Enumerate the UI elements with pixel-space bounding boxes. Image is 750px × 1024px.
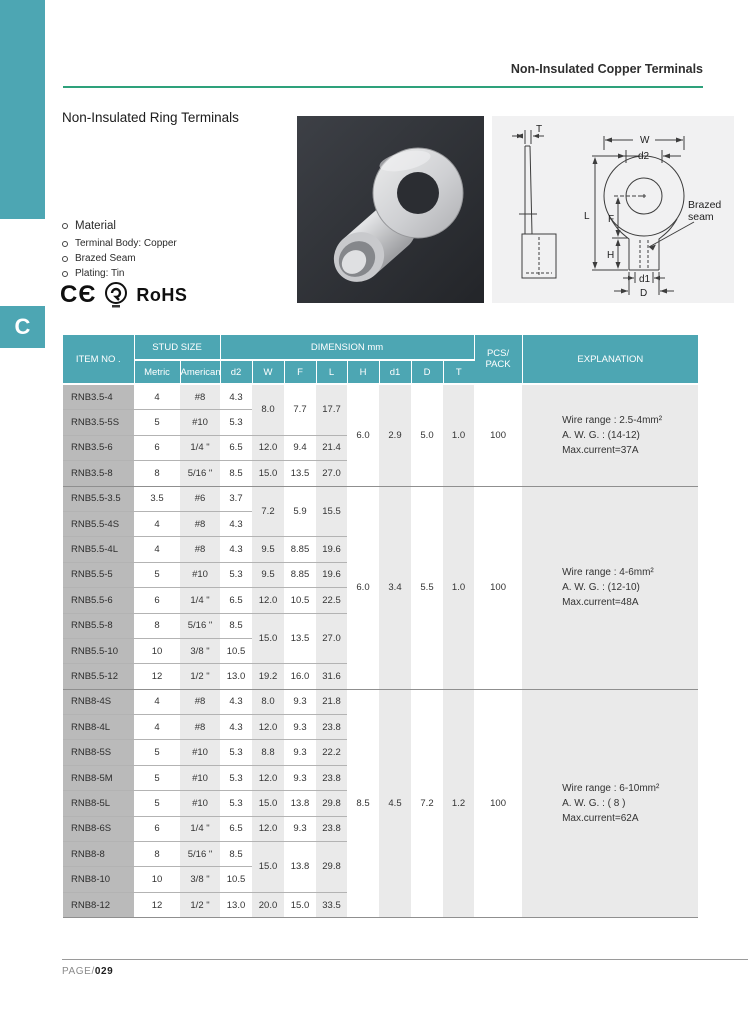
dimension-cell: 4.3 [220,715,252,740]
pack-line: PACK [485,359,511,370]
page-title: Non-Insulated Ring Terminals [62,110,239,125]
dimension-cell: 15.0 [252,842,284,893]
item-no-cell: RNB3.5-4 [63,384,134,410]
dimension-cell: 15.5 [316,486,347,537]
dimension-cell: 12 [134,664,180,689]
dimension-cell: 15.0 [252,791,284,816]
explanation-line: Max.current=62A [562,812,639,824]
dimension-diagram [492,116,734,303]
item-no-cell: RNB3.5-8 [63,461,134,486]
dim-label-d: D [640,288,648,299]
header-rule [63,86,703,88]
pcs-pack-cell: 100 [474,689,522,918]
dimension-cell: 5 [134,410,180,435]
dimension-cell: 22.5 [316,588,347,613]
col-header-item-no: ITEM NO . [63,335,134,384]
dimension-cell: 23.8 [316,715,347,740]
dimension-cell: 8.0 [252,384,284,435]
col-header-stud-size: STUD SIZE [134,335,220,360]
dimension-cell: 8.5 [220,613,252,638]
dimension-cell: 1/4 " [180,588,220,613]
dimension-cell: #6 [180,486,220,511]
brazed-seam-label-2: seam [688,211,714,223]
dimension-cell: 15.0 [252,613,284,664]
col-header-l: L [316,360,347,384]
pcs-line: PCS/ [486,348,510,359]
dimension-cell: 22.2 [316,740,347,765]
dimension-cell: 12.0 [252,765,284,790]
dimension-cell: 5/16 " [180,842,220,867]
dimension-cell: 8.5 [220,842,252,867]
dimension-cell: 4.3 [220,537,252,562]
dimension-cell: #8 [180,537,220,562]
dimension-cell: 6 [134,435,180,460]
col-header-t: T [443,360,474,384]
dimension-cell: 1.2 [443,689,474,918]
dimension-cell: 8 [134,461,180,486]
dimension-cell: 13.0 [220,892,252,917]
materials-heading-line [62,220,177,232]
dimension-cell: 12.0 [252,588,284,613]
item-no-cell: RNB8-4L [63,715,134,740]
left-teal-band [0,0,45,219]
pcs-pack-cell: 100 [474,486,522,689]
certification-badge-icon [103,281,129,309]
dimension-cell: 5.9 [284,486,316,537]
dimension-cell: 9.3 [284,816,316,841]
dimension-cell: 3.7 [220,486,252,511]
dimension-cell: 15.0 [252,461,284,486]
dimension-cell: 9.4 [284,435,316,460]
col-header-d2: d2 [220,360,252,384]
explanation-cell [522,689,698,918]
dimension-cell: 8.8 [252,740,284,765]
dimension-cell: #10 [180,791,220,816]
dimension-cell: 9.3 [284,740,316,765]
materials-list [62,220,177,283]
dimension-cell: #10 [180,562,220,587]
dimension-cell: 33.5 [316,892,347,917]
item-no-cell: RNB8-8 [63,842,134,867]
dimension-cell: 1/4 " [180,816,220,841]
explanation-cell [522,486,698,689]
explanation-line: Wire range : 6-10mm² [562,782,660,794]
footer-page-label: PAGE/ [62,966,95,977]
dimension-cell: 9.3 [284,715,316,740]
footer-page-indicator [62,966,113,977]
dimension-cell: 8.5 [347,689,379,918]
item-no-cell: RNB5.5-6 [63,588,134,613]
dimension-cell: 16.0 [284,664,316,689]
dimension-cell: 20.0 [252,892,284,917]
dimension-cell: 5.3 [220,765,252,790]
dim-label-w: W [640,135,650,146]
dimension-cell: 23.8 [316,765,347,790]
dimension-cell: 19.6 [316,537,347,562]
dimension-cell: 3/8 " [180,867,220,892]
col-header-w: W [252,360,284,384]
dimension-cell: 5.3 [220,740,252,765]
dimension-cell: #8 [180,384,220,410]
dimension-cell: 12.0 [252,435,284,460]
dim-label-l: L [584,211,590,222]
dimension-cell: 6 [134,816,180,841]
dimension-cell: 4 [134,537,180,562]
dimension-cell: 13.5 [284,461,316,486]
col-header-d: D [411,360,443,384]
footer-rule [62,959,748,960]
item-no-cell: RNB8-4S [63,689,134,714]
dimension-cell: 1/2 " [180,892,220,917]
dimension-cell: 10 [134,867,180,892]
dimension-cell: 23.8 [316,816,347,841]
dimension-cell: 7.2 [411,689,443,918]
item-no-cell: RNB5.5-12 [63,664,134,689]
dimension-cell: 12.0 [252,816,284,841]
explanation-line: A. W. G. : (14-12) [562,429,640,441]
dimension-cell: 6 [134,588,180,613]
item-no-cell: RNB5.5-5 [63,562,134,587]
ce-mark-icon: CЄ [60,281,97,308]
dimension-cell: 8.5 [220,461,252,486]
dimension-cell: 13.0 [220,664,252,689]
dimension-cell: 19.2 [252,664,284,689]
explanation-line: A. W. G. : ( 8 ) [562,797,626,809]
dimension-cell: 4 [134,715,180,740]
col-header-dimension: DIMENSION mm [220,335,474,360]
explanation-line: A. W. G. : (12-10) [562,582,640,594]
certification-logos [60,281,187,309]
col-header-metric: Metric [134,360,180,384]
dimension-cell: 7.7 [284,384,316,435]
dimension-cell: #10 [180,410,220,435]
dimension-cell: #10 [180,740,220,765]
dimension-cell: 4.3 [220,689,252,714]
item-no-cell: RNB8-5S [63,740,134,765]
col-header-explanation: EXPLANATION [522,335,698,384]
item-no-cell: RNB5.5-4S [63,511,134,536]
dimension-cell: #8 [180,689,220,714]
footer-page-number: 029 [94,966,114,977]
item-no-cell: RNB3.5-5S [63,410,134,435]
bullet-icon [62,241,68,247]
dimension-cell: 13.5 [284,613,316,664]
dimension-cell: 10.5 [220,638,252,663]
dimension-cell: 4.3 [220,384,252,410]
material-item [62,238,177,249]
dimension-cell: 4 [134,689,180,714]
dimension-cell: 5 [134,562,180,587]
dimension-cell: 3/8 " [180,638,220,663]
dimension-cell: 5 [134,791,180,816]
item-no-cell: RNB5.5-3.5 [63,486,134,511]
pcs-pack-cell: 100 [474,384,522,486]
materials-heading: Material [75,220,116,232]
dimension-cell: 6.5 [220,435,252,460]
dimension-cell: 3.4 [379,486,411,689]
dim-label-d1: d1 [639,274,651,285]
dimension-cell: 1/2 " [180,664,220,689]
dimension-cell: 1/4 " [180,435,220,460]
item-no-cell: RNB8-6S [63,816,134,841]
product-photo [297,116,484,303]
item-no-cell: RNB8-12 [63,892,134,917]
dimension-cell: 5.0 [411,384,443,486]
material-item [62,253,177,264]
dimension-cell: 9.5 [252,537,284,562]
spec-table [63,335,698,918]
dim-label-h: H [607,250,615,261]
dimension-cell: 5.3 [220,791,252,816]
dimension-cell: 12 [134,892,180,917]
spec-table-body [63,384,698,918]
dimension-cell: 5/16 " [180,461,220,486]
bullet-icon [62,256,68,262]
dimension-cell: 5.5 [411,486,443,689]
dimension-cell: 15.0 [284,892,316,917]
dimension-cell: 10.5 [220,867,252,892]
dimension-cell: 9.3 [284,689,316,714]
dimension-cell: 8 [134,613,180,638]
dimension-cell: 13.8 [284,791,316,816]
dimension-cell: 17.7 [316,384,347,435]
item-no-cell: RNB3.5-6 [63,435,134,460]
dimension-cell: 4 [134,511,180,536]
explanation-line: Max.current=48A [562,597,639,609]
material-item-label: Brazed Seam [75,253,136,264]
explanation-cell [522,384,698,486]
rohs-label: RoHS [136,284,188,305]
dimension-cell: #8 [180,511,220,536]
section-index-tab [0,306,45,348]
dimension-cell: 13.8 [284,842,316,893]
dimension-cell: 4.5 [379,689,411,918]
dimension-cell: 5 [134,765,180,790]
dimension-cell: 5.3 [220,562,252,587]
dimension-cell: 6.0 [347,384,379,486]
brazed-seam-label-1: Brazed [688,199,722,211]
dimension-cell: 27.0 [316,461,347,486]
ring-terminal-photo-art [297,116,484,303]
dimension-cell: 9.3 [284,765,316,790]
dimension-cell: 5/16 " [180,613,220,638]
material-item [62,268,177,279]
item-no-cell: RNB8-5M [63,765,134,790]
item-no-cell: RNB5.5-4L [63,537,134,562]
page-header-title: Non-Insulated Copper Terminals [510,62,703,76]
col-header-pcs-pack [474,335,522,384]
dimension-cell: 8.0 [252,689,284,714]
dimension-cell: 29.8 [316,791,347,816]
bullet-icon [62,223,68,229]
col-header-h: H [347,360,379,384]
col-header-american: American [180,360,220,384]
table-row [63,384,698,410]
dimension-cell: 27.0 [316,613,347,664]
dimension-cell: 7.2 [252,486,284,537]
dimension-cell: 8.85 [284,562,316,587]
dimension-cell: #10 [180,765,220,790]
dimension-cell: 10.5 [284,588,316,613]
material-item-label: Terminal Body: Copper [75,238,177,249]
dimension-cell: 21.4 [316,435,347,460]
explanation-line: Max.current=37A [562,444,639,456]
dimension-cell: 5 [134,740,180,765]
col-header-f: F [284,360,316,384]
explanation-line: Wire range : 2.5-4mm² [562,414,663,426]
dimension-diagram-art [492,116,734,303]
item-no-cell: RNB8-10 [63,867,134,892]
dimension-cell: 12.0 [252,715,284,740]
dimension-cell: #8 [180,715,220,740]
dimension-cell: 1.0 [443,486,474,689]
bullet-icon [62,271,68,277]
item-no-cell: RNB8-5L [63,791,134,816]
dim-label-f: F [608,214,615,225]
dimension-cell: 31.6 [316,664,347,689]
item-no-cell: RNB5.5-10 [63,638,134,663]
dimension-cell: 4 [134,384,180,410]
material-item-label: Plating: Tin [75,268,125,279]
dimension-cell: 3.5 [134,486,180,511]
dimension-cell: 6.5 [220,816,252,841]
table-row [63,689,698,714]
dimension-cell: 1.0 [443,384,474,486]
dimension-cell: 10 [134,638,180,663]
dimension-cell: 29.8 [316,842,347,893]
dim-label-d2: d2 [638,151,650,162]
explanation-line: Wire range : 4-6mm² [562,567,654,579]
dimension-cell: 4.3 [220,511,252,536]
dimension-cell: 6.5 [220,588,252,613]
dimension-cell: 5.3 [220,410,252,435]
dimension-cell: 21.8 [316,689,347,714]
dimension-cell: 9.5 [252,562,284,587]
section-index-letter: C [14,314,31,339]
dimension-cell: 6.0 [347,486,379,689]
dimension-cell: 19.6 [316,562,347,587]
dimension-cell: 8.85 [284,537,316,562]
dimension-cell: 8 [134,842,180,867]
col-header-d1: d1 [379,360,411,384]
dimension-cell: 2.9 [379,384,411,486]
dim-label-t: T [536,124,543,135]
item-no-cell: RNB5.5-8 [63,613,134,638]
table-row [63,486,698,511]
